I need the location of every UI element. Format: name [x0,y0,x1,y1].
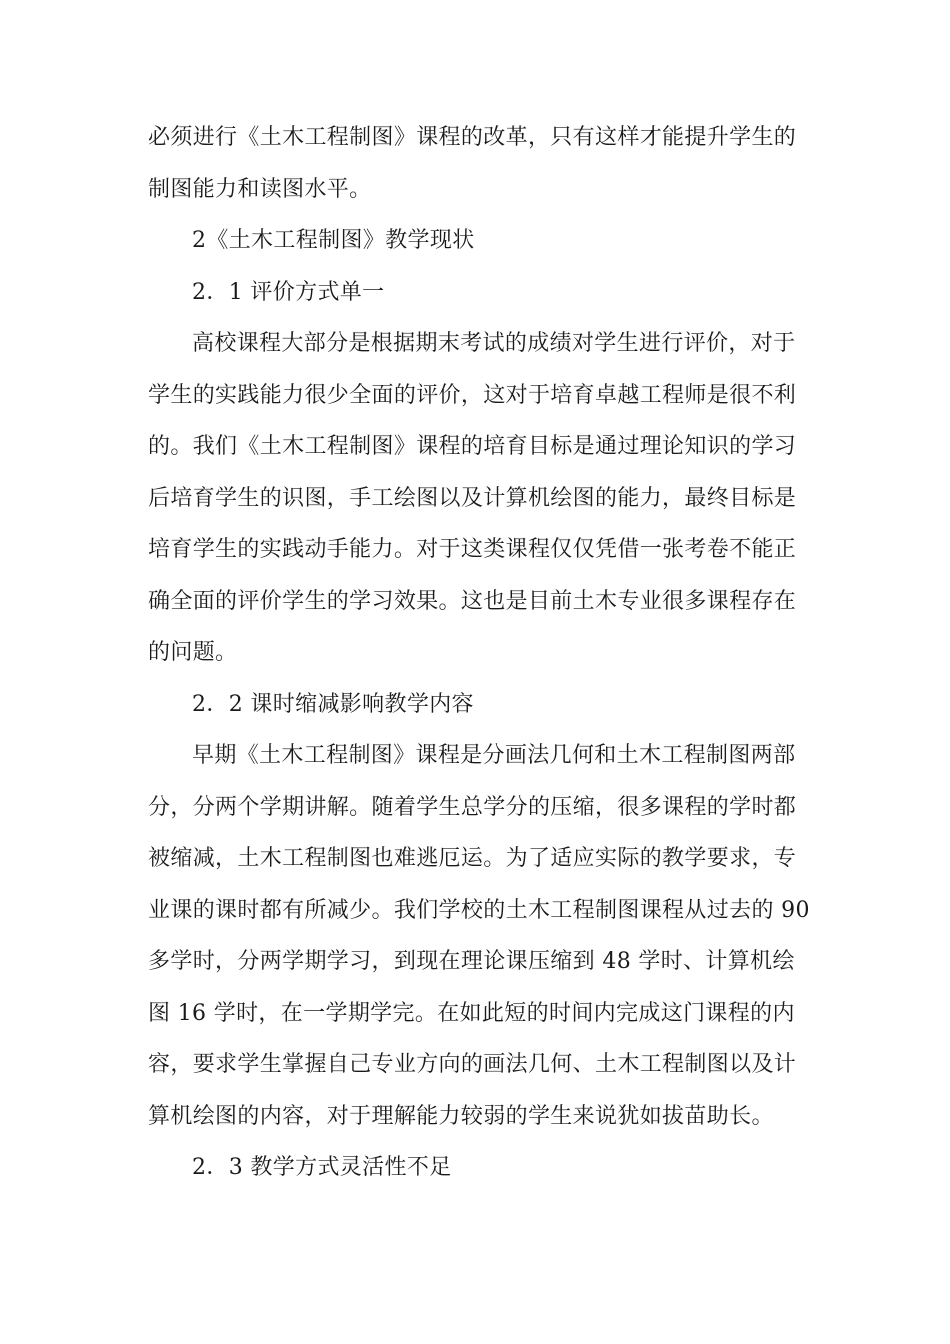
body-text-line: 的。我们《土木工程制图》课程的培育目标是通过理论知识的学习 [148,434,797,459]
body-text-line: 后培育学生的识图，手工绘图以及计算机绘图的能力，最终目标是 [148,486,797,511]
body-text-line: 被缩减，土木工程制图也难逃厄运。为了适应实际的教学要求，专 [148,846,797,871]
subsection-heading: 2．3 教学方式灵活性不足 [192,1155,452,1180]
body-text-line: 多学时，分两学期学习，到现在理论课压缩到 48 学时、计算机绘 [148,949,795,974]
subsection-heading: 2．1 评价方式单一 [192,280,385,305]
body-text-line: 制图能力和读图水平。 [148,177,372,202]
subsection-heading: 2．2 课时缩减影响教学内容 [192,692,474,717]
paragraph-first-line: 早期《土木工程制图》课程是分画法几何和土木工程制图两部 [192,743,796,768]
body-text-line: 培育学生的实践动手能力。对于这类课程仅仅凭借一张考卷不能正 [148,537,797,562]
paragraph-first-line: 高校课程大部分是根据期末考试的成绩对学生进行评价，对于 [192,331,796,356]
body-text-line: 图 16 学时，在一学期学完。在如此短的时间内完成这门课程的内 [148,1001,795,1026]
section-heading: 2《土木工程制图》教学现状 [192,228,475,253]
body-text-line: 业课的课时都有所减少。我们学校的土木工程制图课程从过去的 90 [148,898,810,923]
body-text-line: 的问题。 [148,640,238,665]
body-text-line: 容，要求学生掌握自己专业方向的画法几何、土木工程制图以及计 [148,1052,797,1077]
body-text-line: 分，分两个学期讲解。随着学生总学分的压缩，很多课程的学时都 [148,795,797,820]
body-text-line: 必须进行《土木工程制图》课程的改革，只有这样才能提升学生的 [148,125,797,150]
body-text-line: 算机绘图的内容，对于理解能力较弱的学生来说犹如拔苗助长。 [148,1104,774,1129]
body-text-line: 学生的实践能力很少全面的评价，这对于培育卓越工程师是很不利 [148,383,797,408]
body-text-line: 确全面的评价学生的学习效果。这也是目前土木专业很多课程存在 [148,589,797,614]
